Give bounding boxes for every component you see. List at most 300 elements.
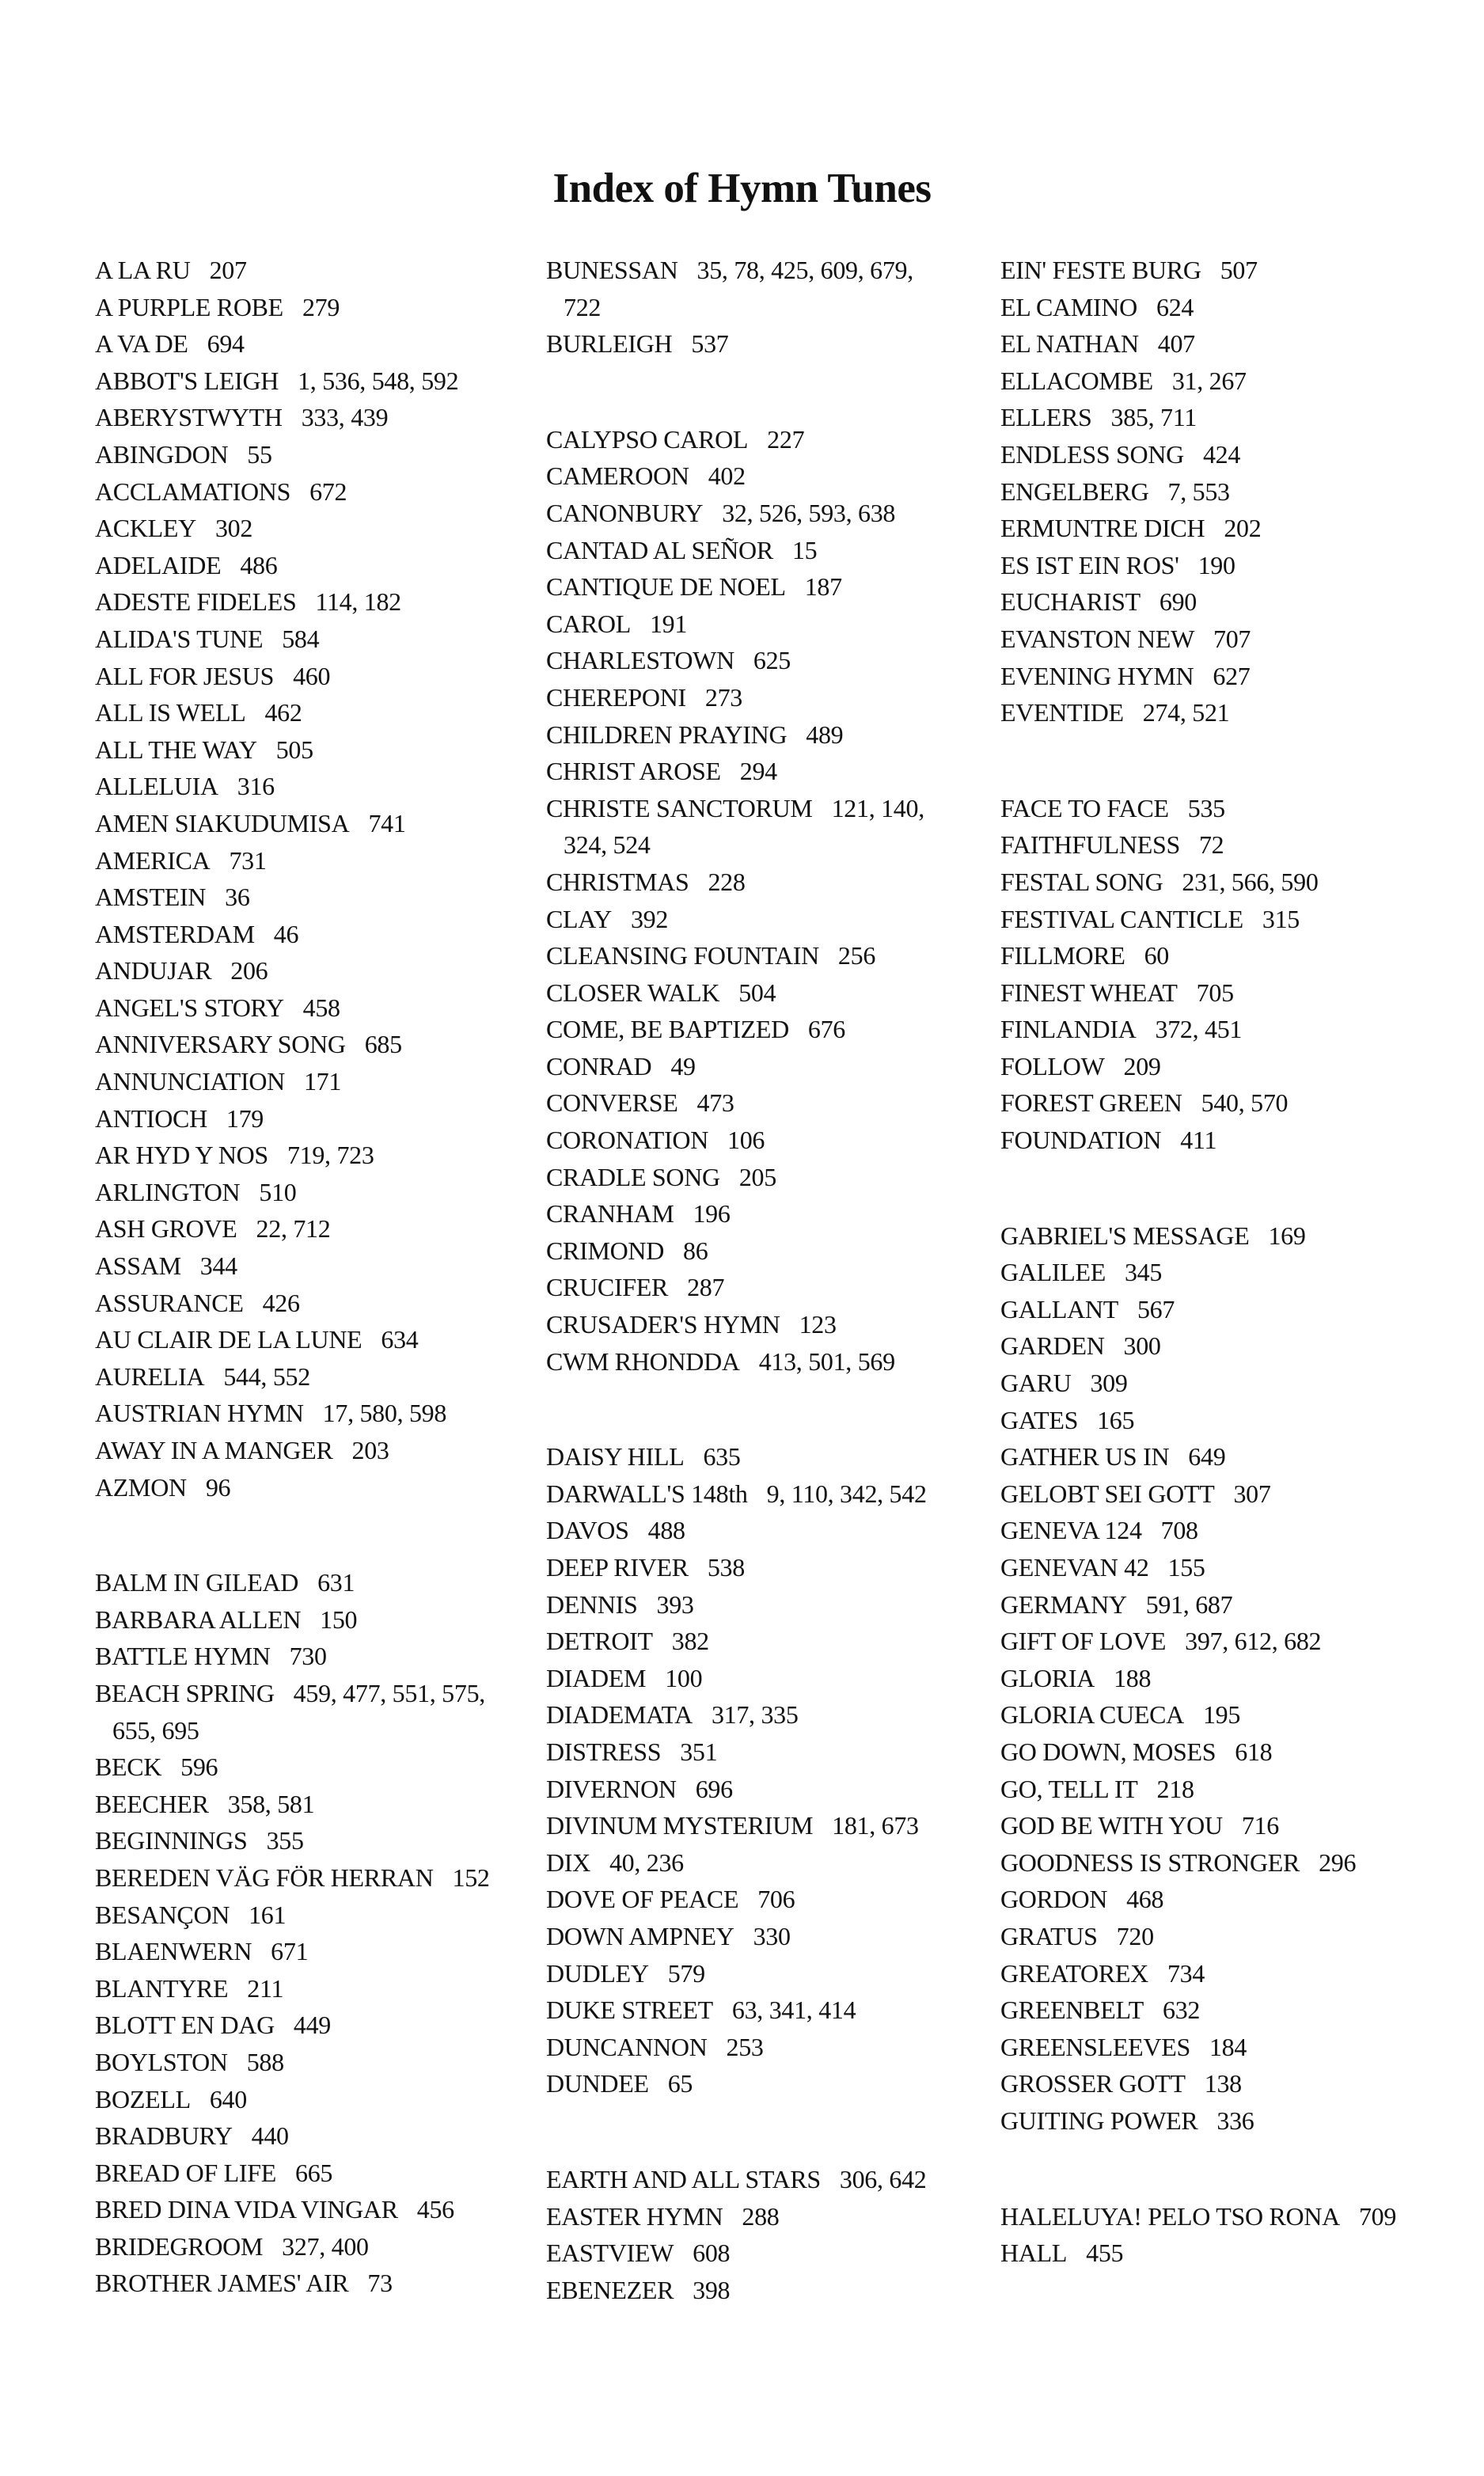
hymn-numbers: 440 bbox=[251, 2121, 289, 2151]
index-entry bbox=[546, 864, 985, 901]
hymn-numbers: 46 bbox=[273, 919, 299, 948]
hymn-numbers: 300 bbox=[1123, 1331, 1161, 1361]
tune-name: GIFT OF LOVE bbox=[1000, 1627, 1167, 1656]
tune-name: GREENBELT bbox=[1000, 1996, 1144, 2025]
hymn-numbers: 631 bbox=[317, 1568, 355, 1597]
index-entry bbox=[95, 1321, 522, 1358]
hymn-numbers: 510 bbox=[259, 1177, 297, 1206]
letter-group-gap bbox=[95, 1506, 522, 1564]
tune-name: ENGELBERG bbox=[1000, 477, 1149, 506]
hymn-numbers: 567 bbox=[1137, 1294, 1175, 1323]
index-entry bbox=[95, 694, 522, 731]
index-entry bbox=[1000, 658, 1444, 695]
hymn-numbers: 456 bbox=[416, 2195, 454, 2224]
hymn-numbers: 382 bbox=[671, 1627, 709, 1656]
index-entry bbox=[546, 568, 985, 606]
hymn-numbers: 288 bbox=[742, 2201, 780, 2231]
hymn-numbers: 152 bbox=[452, 1863, 490, 1892]
hymn-numbers: 671 bbox=[271, 1937, 309, 1966]
index-entry bbox=[95, 989, 522, 1027]
index-entry bbox=[95, 768, 522, 805]
hymn-numbers: 330 bbox=[753, 1921, 791, 1950]
index-entry bbox=[1000, 1011, 1444, 1048]
index-entry bbox=[546, 1807, 985, 1844]
index-entry bbox=[1000, 289, 1444, 326]
index-entry bbox=[95, 1822, 522, 1859]
hymn-numbers: 184 bbox=[1209, 2032, 1247, 2061]
index-entry bbox=[1000, 1402, 1444, 1439]
tune-name: BEACH SPRING bbox=[95, 1678, 275, 1707]
index-entry bbox=[546, 1586, 985, 1623]
tune-name: ABINGDON bbox=[95, 439, 229, 469]
tune-name: ELLACOMBE bbox=[1000, 366, 1153, 395]
tune-name: GELOBT SEI GOTT bbox=[1000, 1479, 1215, 1508]
hymn-numbers: 537 bbox=[691, 329, 729, 359]
hymn-numbers: 345 bbox=[1124, 1258, 1163, 1287]
tune-name: ALLELUIA bbox=[95, 772, 218, 801]
hymn-numbers: 211 bbox=[247, 1973, 284, 2003]
tune-name: CRIMOND bbox=[546, 1236, 665, 1265]
hymn-numbers: 676 bbox=[807, 1015, 846, 1044]
tune-name: BRIDEGROOM bbox=[95, 2231, 264, 2261]
hymn-numbers: 707 bbox=[1213, 624, 1251, 653]
index-entry bbox=[1000, 1881, 1444, 1918]
index-entry bbox=[95, 1749, 522, 1786]
index-entry bbox=[1000, 473, 1444, 511]
hymn-numbers: 640 bbox=[209, 2084, 247, 2113]
hymn-numbers: 706 bbox=[757, 1885, 795, 1914]
tune-name: AMSTERDAM bbox=[95, 919, 255, 948]
hymn-numbers: 665 bbox=[295, 2158, 333, 2187]
hymn-numbers: 505 bbox=[275, 735, 313, 764]
tune-name: FESTIVAL CANTICLE bbox=[1000, 904, 1243, 933]
hymn-numbers: 709 bbox=[1358, 2201, 1397, 2231]
hymn-numbers: 49 bbox=[670, 1051, 696, 1080]
tune-name: DIADEM bbox=[546, 1663, 647, 1692]
hymn-numbers: 462 bbox=[264, 698, 302, 727]
index-entry bbox=[1000, 1734, 1444, 1771]
tune-name: GOODNESS IS STRONGER bbox=[1000, 1848, 1300, 1877]
tune-name: ANGEL'S STORY bbox=[95, 993, 284, 1022]
tune-name: GALLANT bbox=[1000, 1294, 1118, 1323]
tune-name: ANNUNCIATION bbox=[95, 1067, 285, 1096]
hymn-numbers: 155 bbox=[1167, 1553, 1205, 1582]
tune-name: AMEN SIAKUDUMISA bbox=[95, 808, 350, 837]
hymn-numbers: 402 bbox=[708, 461, 746, 491]
tune-name: BUNESSAN bbox=[546, 256, 678, 284]
hymn-numbers: 306, 642 bbox=[839, 2164, 927, 2193]
index-entry bbox=[546, 1918, 985, 1955]
index-entry bbox=[1000, 2235, 1444, 2272]
hymn-numbers: 488 bbox=[647, 1516, 685, 1545]
hymn-numbers: 256 bbox=[837, 941, 876, 970]
tune-name: CONRAD bbox=[546, 1051, 652, 1080]
tune-name: CHRISTE SANCTORUM bbox=[546, 793, 813, 822]
tune-name: AU CLAIR DE LA LUNE bbox=[95, 1325, 362, 1354]
index-entry bbox=[1000, 1048, 1444, 1085]
hymn-numbers: 316 bbox=[237, 772, 275, 801]
index-entry bbox=[546, 2198, 985, 2235]
hymn-numbers: 358, 581 bbox=[227, 1789, 315, 1818]
index-entry bbox=[546, 1011, 985, 1048]
tune-name: DARWALL'S 148th bbox=[546, 1479, 748, 1508]
index-entry bbox=[1000, 1844, 1444, 1882]
index-entry bbox=[546, 1696, 985, 1734]
letter-group-gap bbox=[546, 2102, 985, 2161]
tune-name: EVENING HYMN bbox=[1000, 661, 1194, 690]
hymn-numbers: 632 bbox=[1163, 1996, 1201, 2025]
tune-name: DUNCANNON bbox=[546, 2032, 708, 2061]
hymn-numbers: 694 bbox=[207, 329, 245, 359]
index-entry bbox=[1000, 1918, 1444, 1955]
index-entry bbox=[1000, 1122, 1444, 1159]
index-entry bbox=[95, 842, 522, 879]
hymn-numbers: 231, 566, 590 bbox=[1182, 867, 1319, 896]
index-entry bbox=[1000, 1771, 1444, 1808]
tune-name: EARTH AND ALL STARS bbox=[546, 2164, 821, 2193]
hymn-numbers: 327, 400 bbox=[282, 2231, 369, 2261]
hymn-numbers: 741 bbox=[368, 808, 406, 837]
index-entry bbox=[95, 1469, 522, 1506]
index-entry bbox=[95, 1432, 522, 1469]
hymn-numbers: 407 bbox=[1157, 329, 1195, 359]
tune-name: GREATOREX bbox=[1000, 1958, 1148, 1988]
hymn-numbers: 1, 536, 548, 592 bbox=[298, 366, 459, 395]
hymn-numbers: 205 bbox=[738, 1162, 776, 1191]
index-entry bbox=[95, 731, 522, 769]
index-entry bbox=[95, 289, 522, 326]
hymn-numbers: 708 bbox=[1160, 1516, 1198, 1545]
tune-name: CRADLE SONG bbox=[546, 1162, 720, 1191]
tune-name: CANONBURY bbox=[546, 498, 704, 527]
hymn-numbers: 336 bbox=[1216, 2106, 1254, 2135]
index-entry bbox=[95, 1247, 522, 1285]
index-entry bbox=[95, 1859, 522, 1897]
index-entry bbox=[1000, 436, 1444, 473]
index-entry bbox=[1000, 1955, 1444, 1992]
tune-name: BARBARA ALLEN bbox=[95, 1604, 302, 1634]
tune-name: A PURPLE ROBE bbox=[95, 292, 283, 321]
tune-name: ENDLESS SONG bbox=[1000, 439, 1184, 469]
index-entry bbox=[1000, 325, 1444, 363]
hymn-numbers: 486 bbox=[240, 550, 278, 579]
index-entry bbox=[546, 495, 985, 532]
tune-name: FOREST GREEN bbox=[1000, 1088, 1182, 1118]
hymn-numbers: 393 bbox=[656, 1589, 694, 1619]
index-entry bbox=[1000, 1327, 1444, 1365]
index-entry bbox=[1000, 1365, 1444, 1402]
index-entry bbox=[546, 421, 985, 458]
tune-name: CANTAD AL SEÑOR bbox=[546, 535, 773, 564]
tune-name: CLEANSING FOUNTAIN bbox=[546, 941, 819, 970]
hymn-numbers: 228 bbox=[708, 867, 746, 896]
index-entry bbox=[95, 510, 522, 547]
hymn-numbers: 719, 723 bbox=[287, 1141, 374, 1170]
hymn-numbers: 504 bbox=[738, 978, 776, 1007]
hymn-numbers: 625 bbox=[753, 646, 791, 675]
hymn-numbers: 296 bbox=[1319, 1848, 1357, 1877]
index-entry bbox=[1000, 901, 1444, 938]
index-entry bbox=[546, 2029, 985, 2066]
tune-name: A VA DE bbox=[95, 329, 188, 359]
index-entry bbox=[95, 1210, 522, 1247]
hymn-numbers: 202 bbox=[1224, 514, 1262, 543]
hymn-numbers: 138 bbox=[1204, 2069, 1242, 2098]
tune-name: GATES bbox=[1000, 1405, 1079, 1434]
letter-group-gap bbox=[1000, 1159, 1444, 1217]
index-entry bbox=[546, 1475, 985, 1513]
index-entry bbox=[1000, 1660, 1444, 1697]
index-entry bbox=[546, 1122, 985, 1159]
tune-name: BATTLE HYMN bbox=[95, 1642, 271, 1671]
hymn-numbers: 413, 501, 569 bbox=[758, 1346, 895, 1376]
hymn-numbers: 624 bbox=[1156, 292, 1194, 321]
tune-name: A LA RU bbox=[95, 256, 191, 284]
tune-name: ABBOT'S LEIGH bbox=[95, 366, 279, 395]
index-entry bbox=[546, 642, 985, 679]
index-entry bbox=[1000, 1438, 1444, 1475]
tune-name: ERMUNTRE DICH bbox=[1000, 514, 1205, 543]
hymn-numbers: 191 bbox=[649, 609, 688, 638]
tune-name: DIADEMATA bbox=[546, 1700, 693, 1730]
hymn-numbers: 649 bbox=[1188, 1442, 1226, 1472]
index-entry bbox=[95, 2117, 522, 2155]
hymn-numbers: 253 bbox=[726, 2032, 764, 2061]
index-entry bbox=[546, 679, 985, 716]
tune-name: EIN' FESTE BURG bbox=[1000, 256, 1201, 284]
tune-name: DUNDEE bbox=[546, 2069, 649, 2098]
tune-name: DENNIS bbox=[546, 1589, 638, 1619]
index-entry bbox=[1000, 1217, 1444, 1255]
hymn-numbers: 596 bbox=[180, 1753, 218, 1782]
tune-name: FESTAL SONG bbox=[1000, 867, 1163, 896]
tune-name: HALL bbox=[1000, 2239, 1068, 2268]
index-entry bbox=[95, 1285, 522, 1322]
hymn-numbers-continued: 655, 695 bbox=[112, 1715, 199, 1745]
tune-name: FOLLOW bbox=[1000, 1051, 1105, 1080]
index-entry bbox=[546, 2065, 985, 2102]
index-entry bbox=[546, 1159, 985, 1196]
index-entry bbox=[95, 363, 522, 400]
hymn-numbers: 696 bbox=[695, 1774, 733, 1803]
tune-name: BRADBURY bbox=[95, 2121, 233, 2151]
tune-name: EUCHARIST bbox=[1000, 587, 1141, 617]
hymn-numbers: 455 bbox=[1086, 2239, 1124, 2268]
index-entry bbox=[95, 1786, 522, 1823]
index-entry bbox=[1000, 1549, 1444, 1586]
index-entry bbox=[95, 621, 522, 658]
index-entry bbox=[546, 1660, 985, 1697]
tune-name: DUDLEY bbox=[546, 1958, 649, 1988]
index-entry bbox=[1000, 252, 1444, 289]
hymn-numbers: 227 bbox=[767, 424, 805, 454]
hymn-numbers: 203 bbox=[351, 1436, 389, 1464]
index-entry bbox=[546, 252, 985, 325]
index-entry bbox=[1000, 1586, 1444, 1623]
hymn-numbers: 716 bbox=[1241, 1811, 1279, 1840]
tune-name: DEEP RIVER bbox=[546, 1553, 689, 1582]
tune-name: BECK bbox=[95, 1753, 162, 1782]
index-entry bbox=[1000, 547, 1444, 584]
tune-name: DOVE OF PEACE bbox=[546, 1885, 739, 1914]
hymn-numbers: 690 bbox=[1159, 587, 1197, 617]
index-entry bbox=[1000, 2065, 1444, 2102]
tune-name: GLORIA CUECA bbox=[1000, 1700, 1184, 1730]
hymn-numbers: 65 bbox=[667, 2069, 693, 2098]
tune-name: BROTHER JAMES' AIR bbox=[95, 2269, 349, 2298]
hymn-numbers: 150 bbox=[320, 1604, 358, 1634]
tune-name: EASTVIEW bbox=[546, 2239, 674, 2268]
tune-name: ACKLEY bbox=[95, 514, 196, 543]
hymn-numbers: 540, 570 bbox=[1201, 1088, 1289, 1118]
index-entry bbox=[546, 1623, 985, 1660]
hymn-numbers: 426 bbox=[262, 1288, 300, 1317]
index-entry bbox=[1000, 694, 1444, 731]
tune-name: ASSURANCE bbox=[95, 1288, 244, 1317]
index-entry bbox=[546, 1438, 985, 1475]
index-entry bbox=[546, 1992, 985, 2029]
index-column-1 bbox=[95, 252, 522, 2302]
tune-name: EVENTIDE bbox=[1000, 698, 1124, 727]
index-entry bbox=[546, 1844, 985, 1882]
tune-name: BEGINNINGS bbox=[95, 1826, 248, 1855]
tune-name: EL NATHAN bbox=[1000, 329, 1139, 359]
index-entry bbox=[546, 2161, 985, 2198]
hymn-numbers: 397, 612, 682 bbox=[1185, 1627, 1322, 1656]
tune-name: GUITING POWER bbox=[1000, 2106, 1198, 2135]
tune-name: CHARLESTOWN bbox=[546, 646, 734, 675]
hymn-numbers: 218 bbox=[1156, 1774, 1194, 1803]
tune-name: DIVINUM MYSTERIUM bbox=[546, 1811, 814, 1840]
hymn-numbers: 35, 78, 425, 609, 679, bbox=[696, 256, 913, 284]
tune-name: AMERICA bbox=[95, 845, 211, 875]
hymn-numbers: 22, 712 bbox=[256, 1214, 331, 1244]
tune-name: CANTIQUE DE NOEL bbox=[546, 572, 786, 602]
hymn-numbers: 544, 552 bbox=[223, 1361, 310, 1391]
index-entry bbox=[95, 879, 522, 916]
hymn-numbers: 449 bbox=[293, 2011, 332, 2040]
hymn-numbers: 473 bbox=[696, 1088, 734, 1118]
tune-name: ES IST EIN ROS' bbox=[1000, 550, 1179, 579]
index-entry bbox=[546, 1734, 985, 1771]
index-entry bbox=[95, 583, 522, 621]
hymn-numbers: 209 bbox=[1123, 1051, 1161, 1080]
hymn-numbers: 315 bbox=[1262, 904, 1300, 933]
tune-name: CALYPSO CAROL bbox=[546, 424, 749, 454]
letter-group-gap bbox=[1000, 2140, 1444, 2198]
tune-name: CHILDREN PRAYING bbox=[546, 720, 788, 749]
hymn-numbers: 731 bbox=[229, 845, 267, 875]
tune-name: GENEVAN 42 bbox=[1000, 1553, 1149, 1582]
tune-name: GALILEE bbox=[1000, 1258, 1106, 1287]
tune-name: GRATUS bbox=[1000, 1921, 1098, 1950]
tune-name: CWM RHONDDA bbox=[546, 1346, 740, 1376]
tune-name: BURLEIGH bbox=[546, 329, 673, 359]
index-entry bbox=[95, 399, 522, 436]
hymn-numbers: 73 bbox=[367, 2269, 393, 2298]
hymn-numbers: 333, 439 bbox=[301, 403, 389, 432]
hymn-numbers: 121, 140, bbox=[831, 793, 924, 822]
tune-name: CAROL bbox=[546, 609, 631, 638]
hymn-numbers: 468 bbox=[1126, 1885, 1164, 1914]
index-entry bbox=[95, 1638, 522, 1675]
tune-name: DIVERNON bbox=[546, 1774, 677, 1803]
tune-name: ADESTE FIDELES bbox=[95, 587, 297, 617]
hymn-numbers: 196 bbox=[693, 1199, 731, 1229]
hymn-numbers: 60 bbox=[1144, 941, 1170, 970]
tune-name: CHEREPONI bbox=[546, 682, 686, 712]
tune-name: AUSTRIAN HYMN bbox=[95, 1399, 304, 1428]
letter-group-gap bbox=[546, 1380, 985, 1438]
tune-name: AZMON bbox=[95, 1472, 187, 1502]
hymn-numbers: 635 bbox=[703, 1442, 741, 1472]
hymn-numbers: 608 bbox=[693, 2239, 731, 2268]
index-entry bbox=[1000, 363, 1444, 400]
index-entry bbox=[546, 606, 985, 643]
tune-name: CAMEROON bbox=[546, 461, 689, 491]
hymn-numbers: 398 bbox=[693, 2275, 731, 2304]
index-entry bbox=[546, 532, 985, 569]
hymn-numbers: 274, 521 bbox=[1142, 698, 1230, 727]
index-entry bbox=[1000, 1512, 1444, 1549]
index-entry bbox=[1000, 864, 1444, 901]
index-entry bbox=[95, 1174, 522, 1211]
tune-name: GATHER US IN bbox=[1000, 1442, 1170, 1472]
hymn-numbers: 385, 711 bbox=[1110, 403, 1197, 432]
tune-name: DISTRESS bbox=[546, 1737, 662, 1766]
index-entry bbox=[95, 1137, 522, 1174]
tune-name: HALELUYA! PELO TSO RONA bbox=[1000, 2201, 1340, 2231]
tune-name: FACE TO FACE bbox=[1000, 793, 1169, 822]
tune-name: GO, TELL IT bbox=[1000, 1774, 1138, 1803]
hymn-numbers: 705 bbox=[1196, 978, 1234, 1007]
hymn-numbers: 15 bbox=[791, 535, 818, 564]
hymn-numbers: 36 bbox=[225, 883, 250, 912]
index-entry bbox=[1000, 1254, 1444, 1291]
hymn-numbers: 489 bbox=[806, 720, 844, 749]
index-entry bbox=[1000, 974, 1444, 1012]
hymn-numbers: 169 bbox=[1268, 1221, 1306, 1250]
tune-name: FAITHFULNESS bbox=[1000, 830, 1180, 860]
hymn-numbers: 584 bbox=[282, 624, 320, 653]
hymn-numbers: 287 bbox=[687, 1273, 725, 1302]
hymn-numbers: 40, 236 bbox=[609, 1848, 684, 1877]
index-entry bbox=[95, 2228, 522, 2265]
index-entry bbox=[95, 1358, 522, 1396]
page-title: Index of Hymn Tunes bbox=[552, 165, 932, 211]
tune-name: GERMANY bbox=[1000, 1589, 1127, 1619]
index-entry bbox=[546, 901, 985, 938]
hymn-numbers: 618 bbox=[1235, 1737, 1273, 1766]
tune-name: GLORIA bbox=[1000, 1663, 1095, 1692]
tune-name: ASSAM bbox=[95, 1251, 181, 1281]
tune-name: DAVOS bbox=[546, 1516, 629, 1545]
hymn-numbers: 355 bbox=[266, 1826, 304, 1855]
index-entry bbox=[95, 658, 522, 695]
index-entry bbox=[1000, 826, 1444, 864]
tune-name: CLAY bbox=[546, 904, 612, 933]
index-entry bbox=[95, 1933, 522, 1970]
index-entry bbox=[95, 1564, 522, 1601]
hymn-numbers: 734 bbox=[1167, 1958, 1205, 1988]
index-entry bbox=[546, 2235, 985, 2272]
tune-name: GORDON bbox=[1000, 1885, 1108, 1914]
hymn-numbers: 55 bbox=[247, 439, 272, 469]
index-entry bbox=[95, 1395, 522, 1432]
hymn-numbers: 307 bbox=[1233, 1479, 1271, 1508]
tune-name: CONVERSE bbox=[546, 1088, 678, 1118]
tune-name: ABERYSTWYTH bbox=[95, 403, 283, 432]
